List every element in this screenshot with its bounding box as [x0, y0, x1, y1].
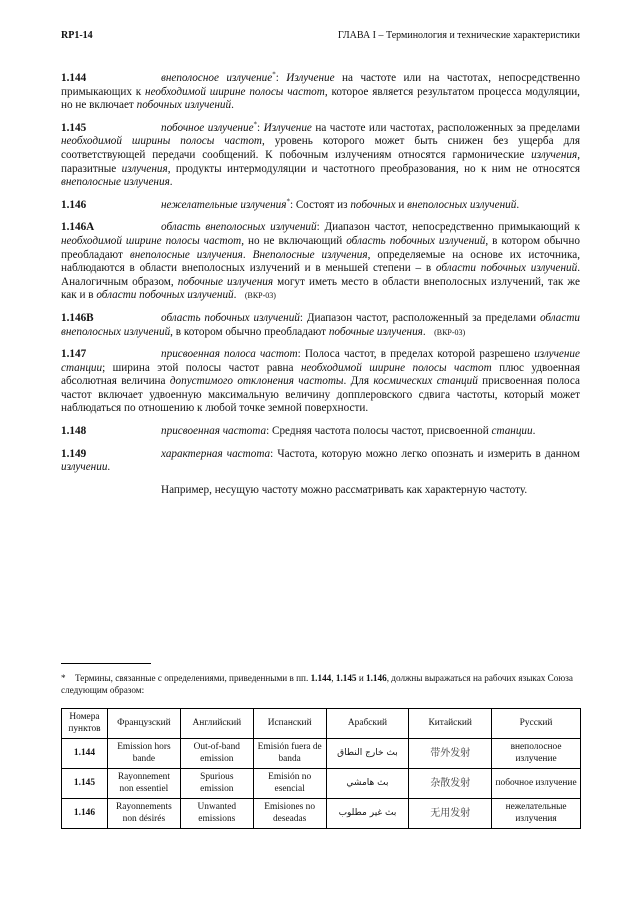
table-cell: Emisión no esencial [253, 769, 326, 799]
column-header: Арабский [326, 709, 409, 739]
footnote: * Термины, связанные с определениями, приведенными в пп. 1.144, 1.145 и 1.146, должны выражаться на рабочих языках Союза следующим образом: [61, 673, 573, 695]
defined-term: побочное излучение [161, 121, 254, 134]
table-cell: нежелательные излучения [492, 799, 581, 829]
definition-number: 1.144 [61, 72, 87, 84]
table-row [62, 799, 581, 829]
defined-term: характерная частота [161, 447, 271, 460]
footnote-marker: * [61, 673, 66, 683]
column-header: Испанский [253, 709, 326, 739]
revision-reference: (ВКР-03) [244, 291, 276, 301]
table-cell: 1.146 [62, 799, 108, 829]
column-header: Китайский [409, 709, 492, 739]
table-row [62, 769, 581, 799]
table-cell: внеполосное излучение [492, 739, 581, 769]
table-cell: Out-of-band emission [180, 739, 253, 769]
table-cell: 1.145 [62, 769, 108, 799]
table-cell: بث غير مطلوب [326, 799, 409, 829]
table-cell: Emisión fuera de banda [253, 739, 326, 769]
footnote-marker: * [286, 197, 290, 206]
defined-term: область внеполосных излучений [161, 221, 317, 234]
column-header: Английский [180, 709, 253, 739]
page-header [61, 30, 580, 41]
definition-1-145: 1.145 побочное излучение*: Излучение на частоте или частотах, расположенных за пределами необходимой ширины полосы частот, уровень которого может быть снижен без ущерба для соответствующей передачи сообщений. К побочным излучениям относятся гармонические излучения, паразитные излучения, продукты интермодуляции и частотного преобразования, но к ним не относятся внеполосные излучения. [61, 120, 581, 189]
definition-number: 1.146B [61, 311, 94, 324]
definition-number: 1.147 [61, 348, 87, 361]
table-cell: 1.144 [62, 739, 108, 769]
defined-term: внеполосное излучение [161, 72, 273, 84]
definition-1-144: 1.144 внеполосное излучение*: Излучение на частоте или на частотах, непосредственно примыкающих к необходимой ширине полосы частот, которое является результатом процесса модуляции, но не включает побочных излучений. [61, 70, 580, 112]
definition-1-149: 1.149 характерная частота: Частота, которую можно легко опознать и измерить в данном излучении. [61, 447, 581, 474]
table-cell: 带外发射 [409, 739, 492, 769]
table-cell: بث هامشي [326, 769, 409, 799]
definition-1-148: 1.148 присвоенная частота: Средняя частота полосы частот, присвоенной станции. [61, 425, 536, 438]
column-header: Французский [107, 709, 180, 739]
table-cell: 无用发射 [409, 799, 492, 829]
definition-number: 1.149 [61, 447, 87, 460]
column-header: Русский [492, 709, 581, 739]
column-header: Номера пунктов [62, 709, 108, 739]
definitions-body [61, 72, 580, 506]
table-cell: 杂散发射 [409, 769, 492, 799]
document-code: RP1-14 [61, 30, 93, 41]
table-cell: Unwanted emissions [180, 799, 253, 829]
table-cell: Spurious emission [180, 769, 253, 799]
definition-number: 1.148 [61, 425, 87, 438]
definition-1-146a: 1.146A область внеполосных излучений: Диапазон частот, непосредственно примыкающий к необходимой ширине полосы частот, но не включающий область побочных излучений, в котором обычно преобладают внеполосные излучения. Внеполосные излучения, определяемые на основе их источника, наблюдаются в области внеполосных излучений и в меньшей степени – в области побочных излучений. Аналогичным образом, побочные излучения могут иметь место в области внеполосных излучений, так же как и в области побочных излучений. (ВКР-03) [61, 221, 581, 302]
chapter-title: ГЛАВА I – Терминология и технические характеристики [337, 30, 580, 41]
definition-1-147: 1.147 присвоенная полоса частот: Полоса частот, в пределах которой разрешено излучение станции; ширина этой полосы частот равна необходимой ширине полосы частот плюс удвоенная абсолютная величина допустимого отклонения частоты. Для космических станций присвоенная полоса частот включает удвоенную максимальную величину допплеровского сдвига частоты, который может наблюдаться по отношению к любой точке земной поверхности. [61, 348, 581, 415]
table-cell: Rayonnement non essentiel [107, 769, 180, 799]
revision-reference: (ВКР-03) [434, 327, 466, 337]
definition-1-146b: 1.146B область побочных излучений: Диапазон частот, расположенный за пределами области внеполосных излучений, в котором обычно преобладают побочные излучения. (ВКР-03) [61, 311, 580, 338]
definition-example: Например, несущую частоту можно рассматривать как характерную частоту. [161, 483, 528, 496]
table-row [62, 739, 581, 769]
table-cell: побочное излучение [492, 769, 581, 799]
table-cell: Emission hors bande [107, 739, 180, 769]
definition-number: 1.145 [61, 121, 87, 134]
defined-term: нежелательные излучения [161, 198, 287, 211]
footnote-divider [61, 663, 151, 664]
terms-translation-table [61, 708, 581, 829]
table-cell: بث خارج النطاق [326, 739, 409, 769]
definition-number: 1.146 [61, 198, 87, 211]
defined-term: присвоенная частота [161, 425, 267, 438]
defined-term: присвоенная полоса частот [161, 348, 298, 361]
definition-1-146: 1.146 нежелательные излучения*: Состоят из побочных и внеполосных излучений. [61, 197, 520, 211]
table-cell: Emisiones no deseadas [253, 799, 326, 829]
table-header-row [62, 709, 581, 739]
defined-term: область побочных излучений [161, 311, 300, 324]
footnote-marker: * [272, 70, 276, 79]
definition-number: 1.146A [61, 221, 95, 234]
footnote-marker: * [253, 120, 258, 129]
table-cell: Rayonnements non désirés [107, 799, 180, 829]
